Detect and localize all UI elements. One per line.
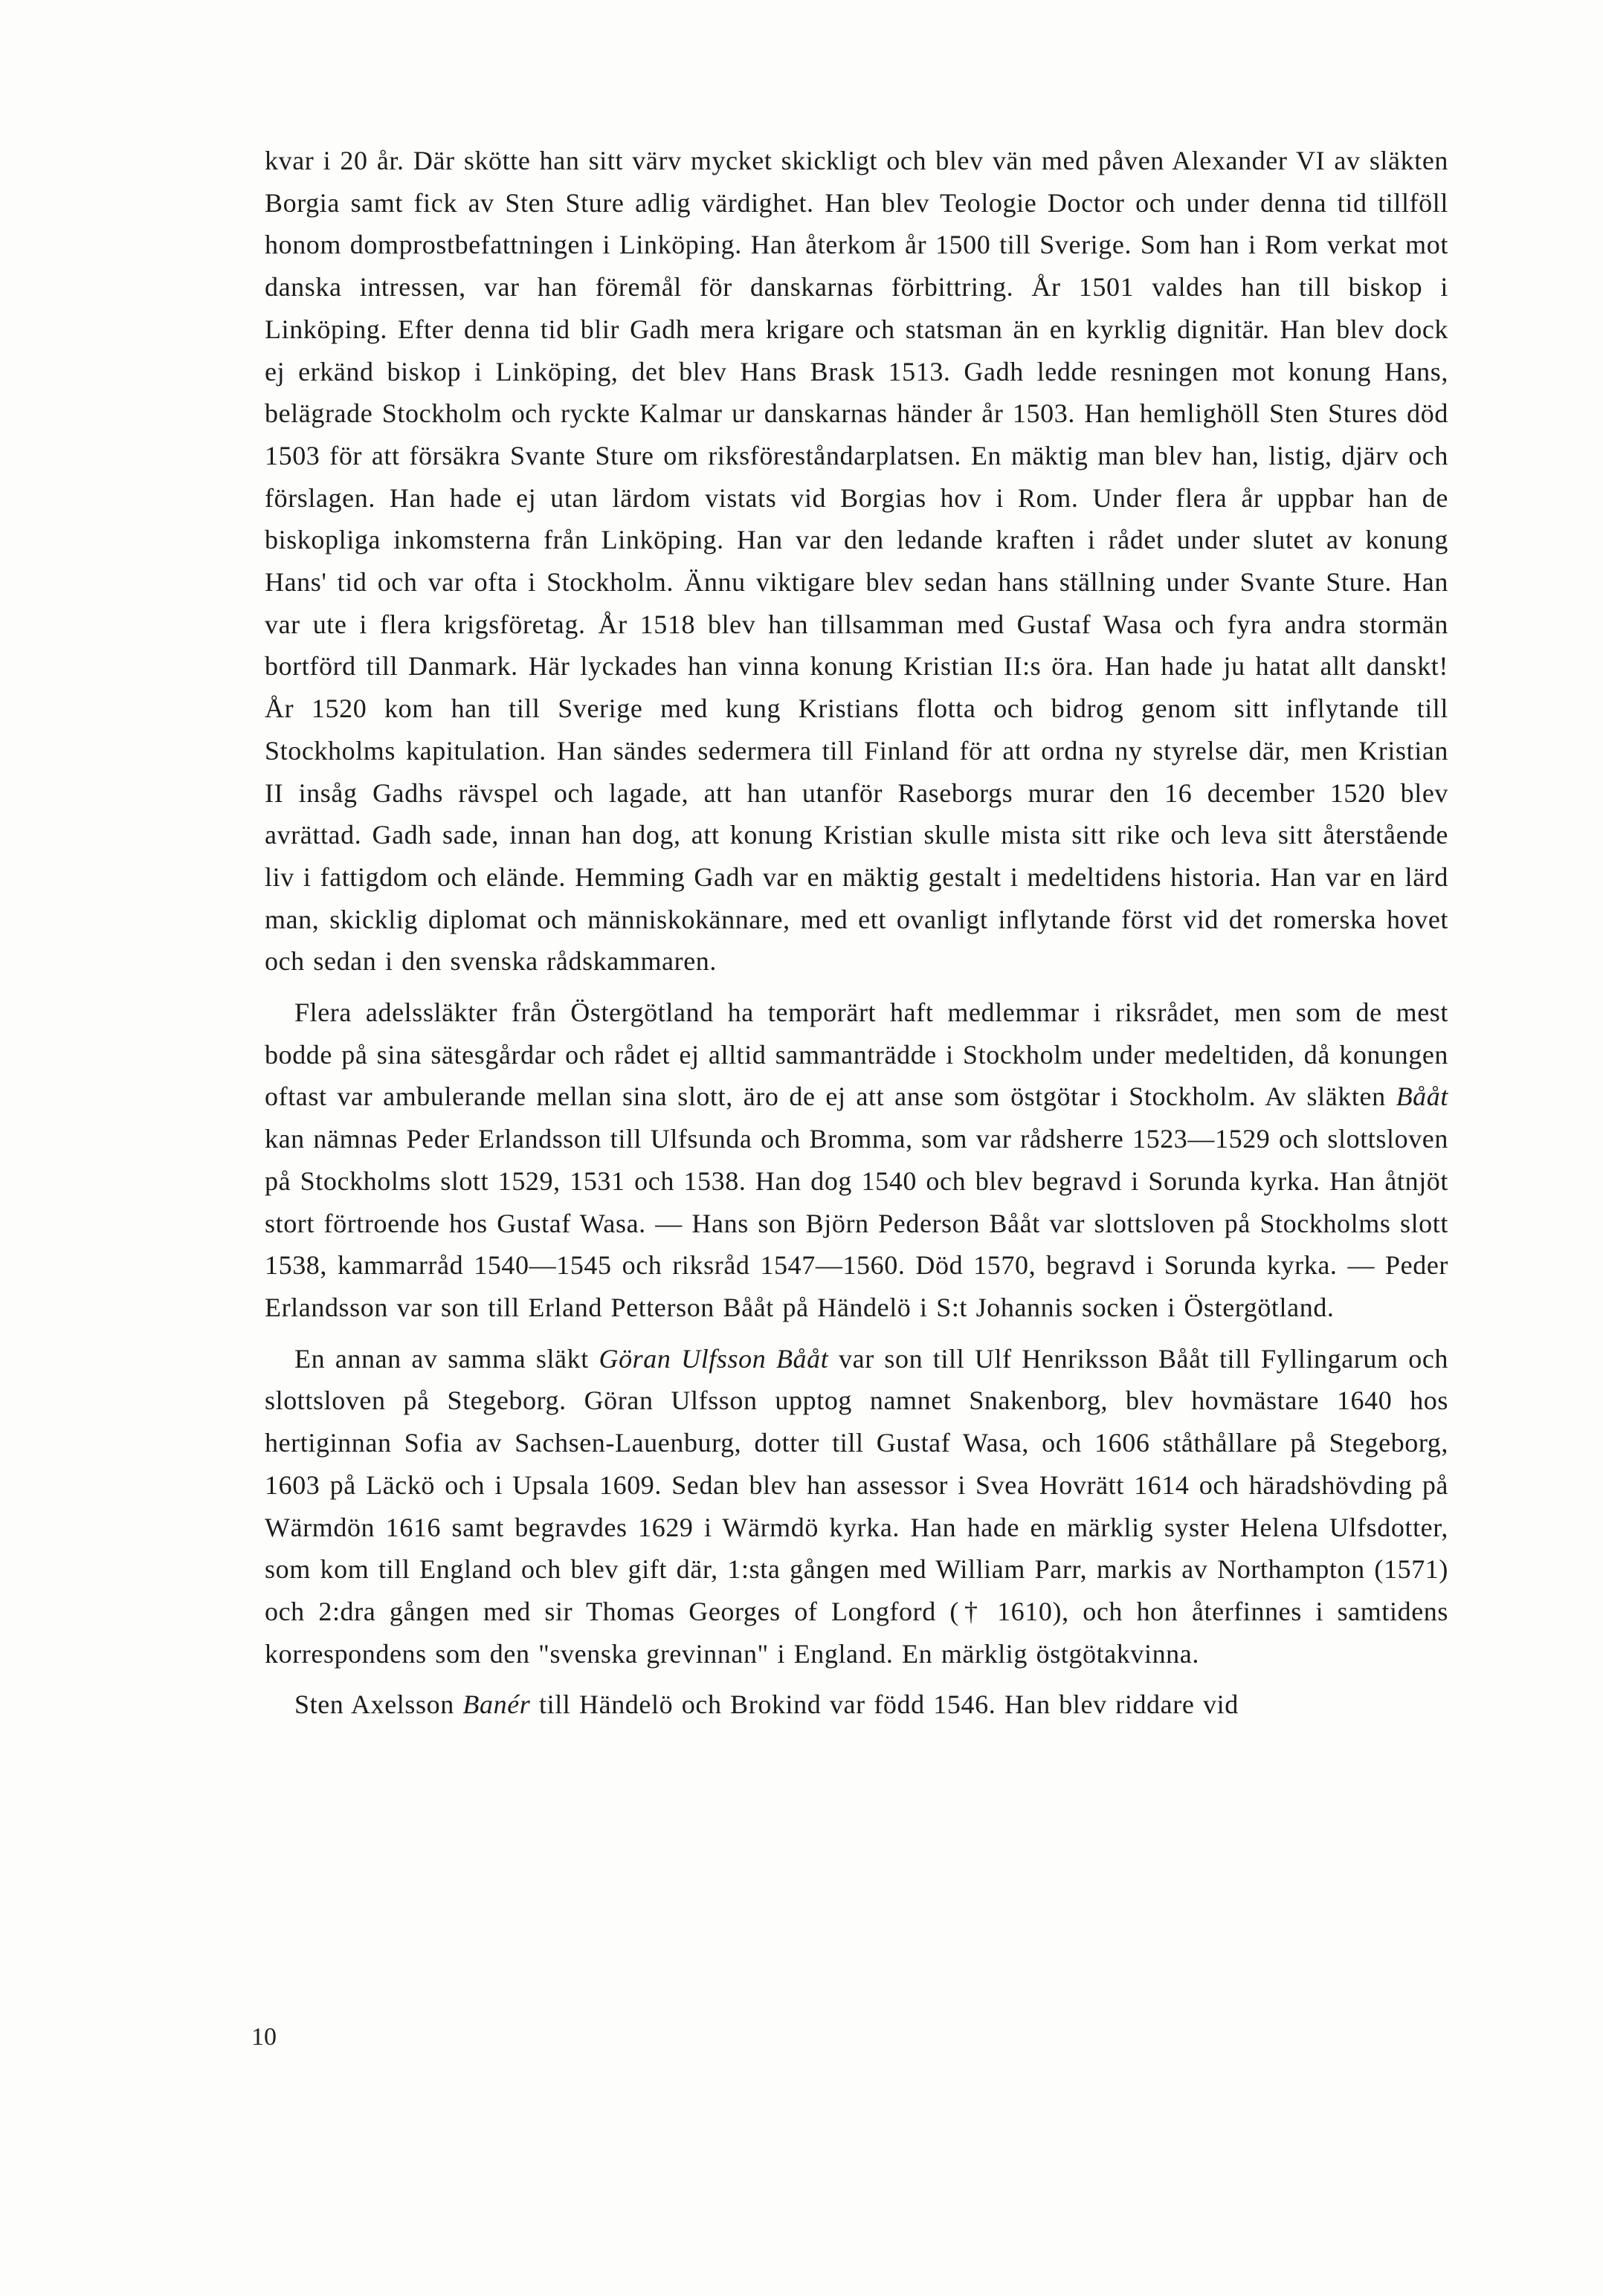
text-run: Flera adelssläkter från Östergötland ha temporärt haft medlemmar i riksrådet, men som de mest bodde på sina sätesgårdar och rådet ej alltid sammanträdde i Stockholm under medeltiden, då konungen oftast var ambulerande mellan sina slott, äro de ej att anse som östgötar i Stockholm. Av släkten <box>265 997 1448 1112</box>
italic-name: Banér <box>462 1689 531 1720</box>
italic-name: Bååt <box>1396 1081 1448 1112</box>
text-run: Sten Axelsson <box>294 1689 463 1720</box>
text-run: kvar i 20 år. Där skötte han sitt värv mycket skickligt och blev vän med påven Alexander VI av släkten Borgia samt fick av Sten Sture adlig värdighet. Han blev Teologie Doctor och under denna tid tillföll honom domprostbefattningen i Linköping. Han återkom år 1500 till Sverige. Som han i Rom verkat mot danska intressen, var han föremål för danskarnas förbittring. År 1501 valdes han till biskop i Linköping. Efter denna tid blir Gadh mera krigare och statsman än en kyrklig dignitär. Han blev dock ej erkänd biskop i Linköping, det blev Hans Brask 1513. Gadh ledde resningen mot konung Hans, belägrade Stockholm och ryckte Kalmar ur danskarnas händer år 1503. Han hemlighöll Sten Stures död 1503 för att försäkra Svante Sture om riksföreståndarplatsen. En mäktig man blev han, listig, djärv och förslagen. Han hade ej utan lärdom vistats vid Borgias hov i Rom. Under flera år uppbar han de biskopliga inkomsterna från Linköping. Han var den ledande kraften i rådet under slutet av konung Hans' tid och var ofta i Stockholm. Ännu viktigare blev sedan hans ställning under Svante Sture. Han var ute i flera krigsföretag. År 1518 blev han tillsamman med Gustaf Wasa och fyra andra stormän bortförd till Danmark. Här lyckades han vinna konung Kristian II:s öra. Han hade ju hatat allt danskt! År 1520 kom han till Sverige med kung Kristians flotta och bidrog genom sitt inflytande till Stockholms kapitulation. Han sändes sedermera till Finland för att ordna ny styrelse där, men Kristian II insåg Gadhs rävspel och lagade, att han utanför Raseborgs murar den 16 december 1520 blev avrättad. Gadh sade, innan han dog, att konung Kristian skulle mista sitt rike och leva sitt återstående liv i fattigdom och elände. Hemming Gadh var en mäktig gestalt i medeltidens historia. Han var en lärd man, skicklig diplomat och människokännare, med ett ovanligt inflytande först vid det romerska hovet och sedan i den svenska rådskammaren. <box>265 146 1448 977</box>
body-text <box>265 140 1448 1735</box>
text-run: En annan av samma släkt <box>294 1343 599 1374</box>
text-run: till Händelö och Brokind var född 1546. Han blev riddare vid <box>530 1689 1239 1720</box>
paragraph <box>265 1684 1448 1726</box>
italic-name: Göran Ulfsson Bååt <box>599 1343 829 1374</box>
paragraph <box>265 140 1448 983</box>
paragraph <box>265 1338 1448 1675</box>
paragraph <box>265 992 1448 1329</box>
text-run: kan nämnas Peder Erlandsson till Ulfsunda och Bromma, som var rådsherre 1523—1529 och slottsloven på Stockholms slott 1529, 1531 och 1538. Han dog 1540 och blev begravd i Sorunda kyrka. Han åtnjöt stort förtroende hos Gustaf Wasa. — Hans son Björn Pederson Bååt var slottsloven på Stockholms slott 1538, kammarråd 1540—1545 och riksråd 1547—1560. Död 1570, begravd i Sorunda kyrka. — Peder Erlandsson var son till Erland Petterson Bååt på Händelö i S:t Johannis socken i Östergötland. <box>265 1124 1448 1322</box>
text-run: var son till Ulf Henriksson Bååt till Fyllingarum och slottsloven på Stegeborg. Göran Ulfsson upptog namnet Snakenborg, blev hovmästare 1640 hos hertiginnan Sofia av Sachsen-Lauenburg, dotter till Gustaf Wasa, och 1606 ståthållare på Stegeborg, 1603 på Läckö och i Upsala 1609. Sedan blev han assessor i Svea Hovrätt 1614 och häradshövding på Wärmdön 1616 samt begravdes 1629 i Wärmdö kyrka. Han hade en märklig syster Helena Ulfsdotter, som kom till England och blev gift där, 1:sta gången med William Parr, markis av Northampton (1571) och 2:dra gången med sir Thomas Georges of Longford († 1610), och hon återfinnes i samtidens korrespondens som den "svenska grevinnan" i England. En märklig östgötakvinna. <box>265 1343 1449 1669</box>
page-number: 10 <box>251 2023 277 2051</box>
